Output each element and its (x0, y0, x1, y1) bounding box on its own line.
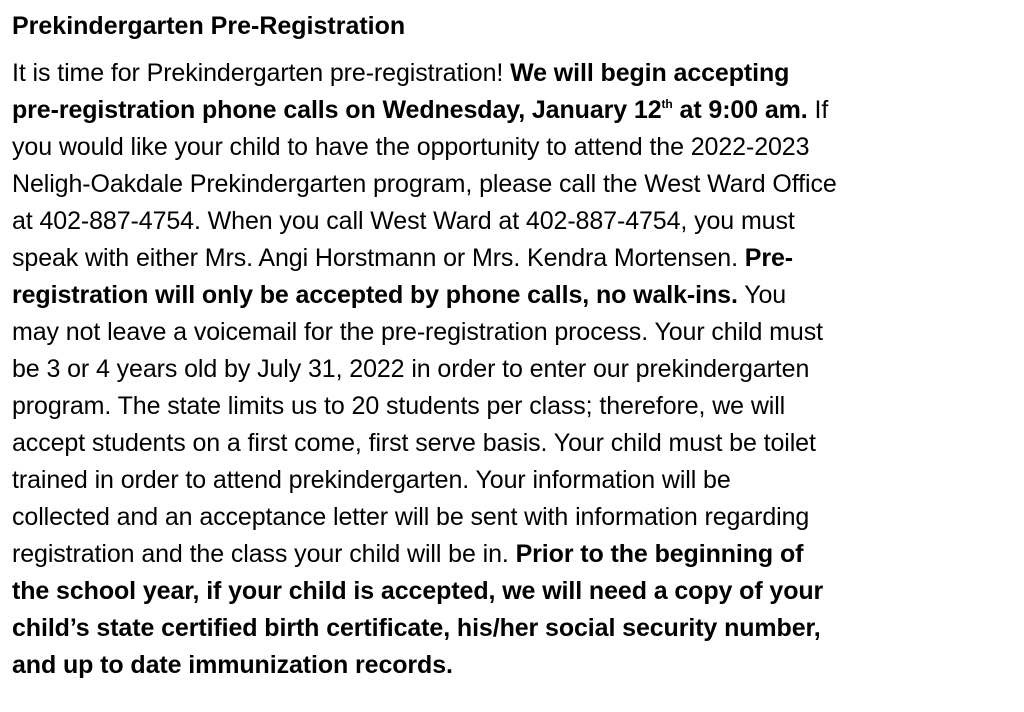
text-line (12, 610, 1016, 647)
text-line (12, 55, 1016, 92)
text-line (12, 388, 1016, 425)
text-line (12, 573, 1016, 610)
bold-text-segment: We will begin accepting (510, 59, 790, 87)
document-title: Prekindergarten Pre-Registration (12, 12, 406, 40)
text-line (12, 129, 1016, 166)
text-segment: Neligh-Oakdale Prekindergarten program, please call the West Ward Office (12, 170, 837, 198)
bold-text-segment: registration will only be accepted by phone calls, no walk-ins. (12, 281, 738, 309)
text-line (12, 314, 1016, 351)
text-segment: speak with either Mrs. Angi Horstmann or Mrs. Kendra Mortensen. (12, 244, 745, 272)
bold-text-segment: and up to date immunization records. (12, 651, 453, 679)
text-segment: You (737, 281, 787, 309)
text-segment: you would like your child to have the opportunity to attend the 2022-2023 (12, 133, 810, 161)
text-line (12, 277, 1016, 314)
text-segment: registration and the class your child will be in. (12, 540, 516, 568)
text-segment: accept students on a first come, first serve basis. Your child must be toilet (12, 429, 816, 457)
text-segment: be 3 or 4 years old by July 31, 2022 in order to enter our prekindergarten (12, 355, 810, 383)
text-line (12, 203, 1016, 240)
text-segment: program. The state limits us to 20 students per class; therefore, we will (12, 392, 786, 420)
text-segment: If (807, 96, 829, 124)
text-line (12, 240, 1016, 277)
text-segment: trained in order to attend prekindergarten. Your information will be (12, 466, 731, 494)
text-line (12, 166, 1016, 203)
bold-text-segment: pre-registration phone calls on Wednesday, January 12 (12, 96, 662, 124)
bold-text-segment: child’s state certified birth certificate, his/her social security number, (12, 614, 821, 642)
text-line (12, 499, 1016, 536)
text-segment: at 402-887-4754. When you call West Ward at 402-887-4754, you must (12, 207, 795, 235)
text-segment: It is time for Prekindergarten pre-registration! (12, 59, 511, 87)
ordinal-suffix: th (661, 97, 673, 111)
bold-text-segment: at 9:00 am. (672, 96, 808, 124)
text-line (12, 351, 1016, 388)
text-line (12, 92, 1016, 129)
text-line (12, 425, 1016, 462)
text-line (12, 536, 1016, 573)
document-body (12, 55, 1016, 684)
text-segment: collected and an acceptance letter will be sent with information regarding (12, 503, 810, 531)
text-segment: may not leave a voicemail for the pre-registration process. Your child must (12, 318, 823, 346)
bold-text-segment: the school year, if your child is accepted, we will need a copy of your (12, 577, 824, 605)
text-line (12, 462, 1016, 499)
bold-text-segment: Prior to the beginning of (515, 540, 804, 568)
text-line (12, 647, 1016, 684)
bold-text-segment: Pre- (744, 244, 794, 272)
